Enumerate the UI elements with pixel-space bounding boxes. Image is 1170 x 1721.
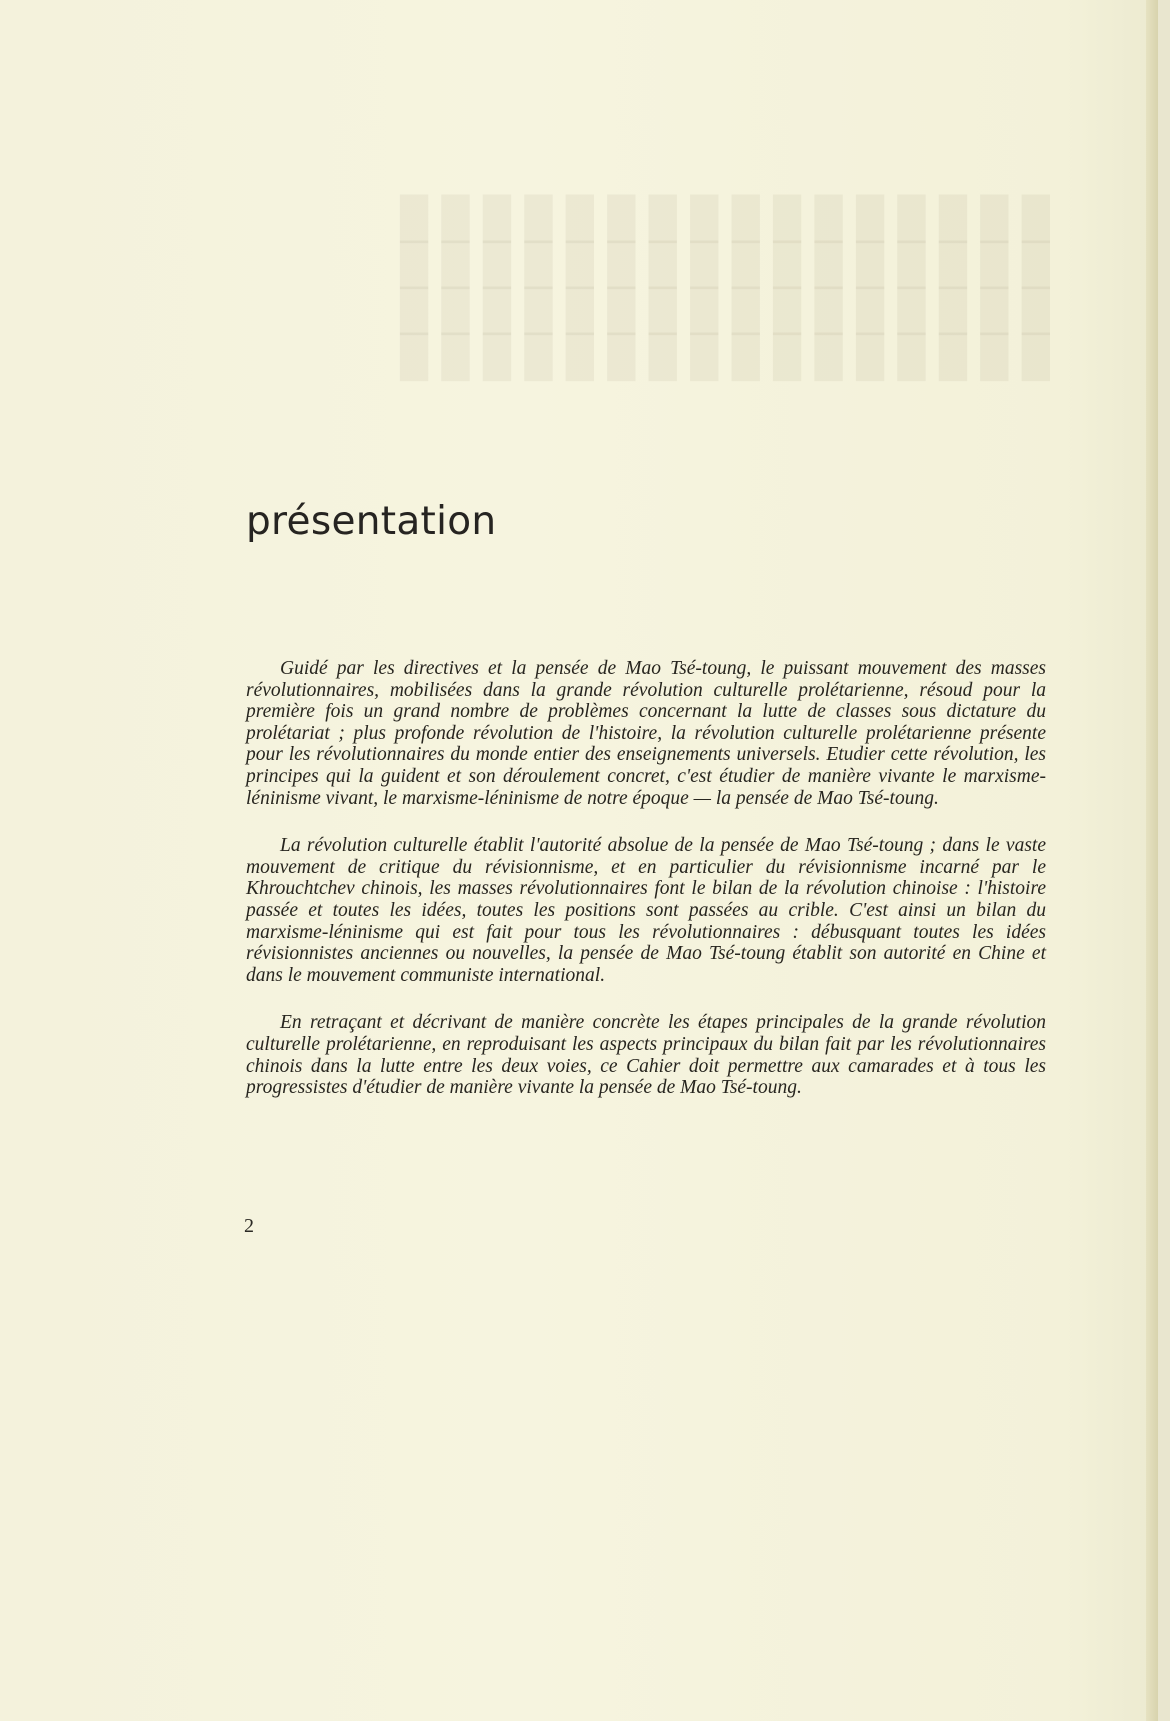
- body-text: [246, 658, 1046, 1125]
- paragraph-3: En retraçant et décrivant de manière concrète les étapes principales de la grande révolution culturelle prolétarienne, en reproduisant les aspects principaux du bilan fait par les révolutionnaires chinois dans la lutte entre les deux voies, ce Cahier doit permettre aux camarades et à tous les progressistes d'étudier de manière vivante la pensée de Mao Tsé-toung.: [246, 1012, 1046, 1099]
- paragraph-1: Guidé par les directives et la pensée de Mao Tsé-toung, le puissant mouvement des masses révolutionnaires, mobilisées dans la grande révolution culturelle prolétarienne, résoud pour la première fois un grand nombre de problèmes concernant la lutte de classes sous dictature du prolétariat ; plus profonde révolution de l'histoire, la révolution culturelle prolétarienne présente pour les révolutionnaires du monde entier des enseignements universels. Etudier cette révolution, les principes qui la guident et son déroulement concret, c'est étudier de manière vivante le marxisme-léninisme vivant, le marxisme-léninisme de notre époque — la pensée de Mao Tsé-toung.: [246, 658, 1046, 809]
- page-number: 2: [244, 1215, 254, 1237]
- show-through-text: █ █ █ █ █ █ █ █ █ █ █ █ █ █ █ █ █ █ █ █ █ █ █ █ █ █ █ █ █ █ █ █ █ █ █ █ █ █ █ █ █ █ █ █ █ █ █ █ █ █ █ █ █ █ █ █ █ █ █ █ █ █ █ █: [398, 196, 1050, 378]
- paragraph-2: La révolution culturelle établit l'autorité absolue de la pensée de Mao Tsé-toung ; dans le vaste mouvement de critique du révisionnisme, et en particulier du révisionnisme incarné par le Khrouchtchev chinois, les masses révolutionnaires font le bilan de la révolution chinoise : l'histoire passée et toutes les idées, toutes les positions sont passées au crible. C'est ainsi un bilan du marxisme-léninisme qui est fait pour tous les révolutionnaires : débusquant toutes les idées révisionnistes anciennes ou nouvelles, la pensée de Mao Tsé-toung établit son autorité en Chine et dans le mouvement communiste international.: [246, 835, 1046, 986]
- section-title: présentation: [246, 499, 497, 544]
- page-edge: [1146, 0, 1158, 1721]
